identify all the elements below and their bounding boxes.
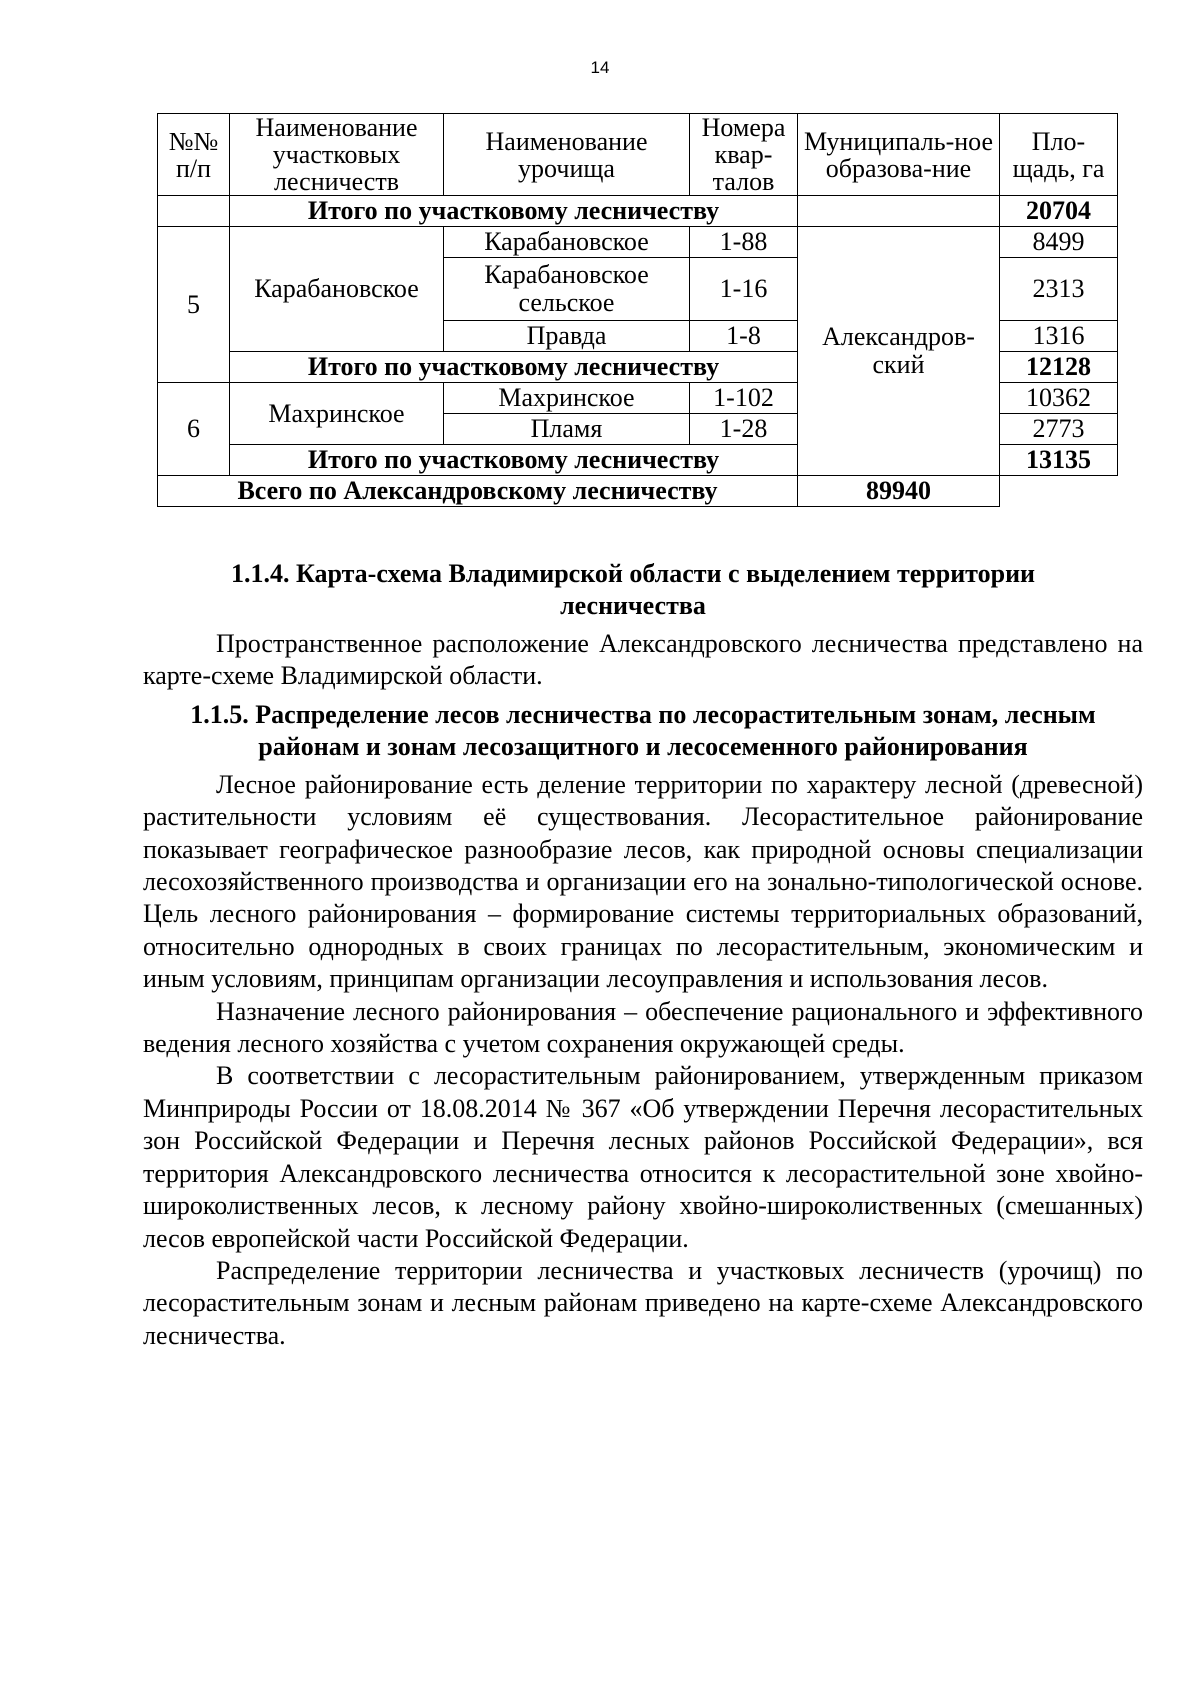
quarter-numbers: 1-16: [690, 258, 798, 321]
quarter-numbers: 1-28: [690, 414, 798, 445]
district-name: Махринское: [230, 383, 444, 445]
row-num: 6: [158, 383, 230, 476]
municipality-name: Александров-ский: [798, 227, 1000, 476]
total-area: 89940: [798, 476, 1000, 507]
row-num: 5: [158, 227, 230, 383]
area-value: 2773: [1000, 414, 1118, 445]
district-name: Карабановское: [230, 227, 444, 352]
header-tract: Наименование урочища: [444, 114, 690, 196]
area-value: 2313: [1000, 258, 1118, 321]
subtotal-area: 12128: [1000, 352, 1118, 383]
quarter-numbers: 1-8: [690, 321, 798, 352]
tract-name: Карабановское сельское: [444, 258, 690, 321]
quarter-numbers: 1-102: [690, 383, 798, 414]
quarter-numbers: 1-88: [690, 227, 798, 258]
area-value: 1316: [1000, 321, 1118, 352]
subtotal-area: 20704: [1000, 196, 1118, 227]
header-area: Пло-щадь, га: [1000, 114, 1118, 196]
subtotal-area: 13135: [1000, 445, 1118, 476]
document-body: [143, 558, 1143, 1352]
table-header-row: [158, 114, 1118, 196]
header-quarters: Номера квар-талов: [690, 114, 798, 196]
subtotal-label: Итого по участковому лесничеству: [230, 352, 798, 383]
paragraph: Назначение лесного районирования – обеспечение рационального и эффективного ведения лесного хозяйства с учетом сохранения окружающей среды.: [143, 996, 1143, 1059]
tract-name: Махринское: [444, 383, 690, 414]
section-115-title: 1.1.5. Распределение лесов лесничества по лесорастительным зонам, лесным районам и зонам лесозащитного и лесосеменного районирования: [190, 699, 1096, 761]
header-district: Наименование участковых лесничеств: [230, 114, 444, 196]
tract-name: Пламя: [444, 414, 690, 445]
header-municipality: Муниципаль-ное образова-ние: [798, 114, 1000, 196]
paragraph: В соответствии с лесорастительным районированием, утвержденным приказом Минприроды России от 18.08.2014 № 367 «Об утверждении Перечня лесорастительных зон Российской Федерации и Перечня лесных районов Российской Федерации», вся территория Александровского лесничества относится к лесорастительной зоне хвойно-широколиственных лесов, к лесному району хвойно-широколиственных (смешанных) лесов европейской части Российской Федерации.: [143, 1061, 1143, 1253]
header-num: №№ п/п: [158, 114, 230, 196]
section-114-title: 1.1.4. Карта-схема Владимирской области с выделением территории лесничества: [230, 559, 1036, 620]
forest-districts-table: [157, 113, 1118, 507]
table-row: [158, 227, 1118, 258]
page-number: 14: [590, 58, 610, 77]
paragraph: Распределение территории лесничества и участковых лесничеств (урочищ) по лесорастительным зонам и лесным районам приведено на карте-схеме Александровского лесничества.: [143, 1255, 1143, 1350]
table-total-row: [158, 476, 1118, 507]
subtotal-label: Итого по участковому лесничеству: [230, 196, 798, 227]
subtotal-label: Итого по участковому лесничеству: [230, 445, 798, 476]
tract-name: Карабановское: [444, 227, 690, 258]
table-row: [158, 196, 1118, 227]
tract-name: Правда: [444, 321, 690, 352]
section-114-paragraph: Пространственное расположение Александровского лесничества представлено на карте-схеме Владимирской области.: [143, 629, 1143, 691]
total-label: Всего по Александровскому лесничеству: [158, 476, 798, 507]
area-value: 8499: [1000, 227, 1118, 258]
paragraph: Лесное районирование есть деление территории по характеру лесной (древесной) растительности условиям её существования. Лесорастительное районирование показывает географическое разнообразие лесов, как природной основы специализации лесохозяйственного производства и организации его на зонально-типологической основе. Цель лесного районирования – формирование системы территориальных образований, относительно однородных в своих границах по лесорастительным, экономическим и иным условиям, принципам организации лесоуправления и использования лесов.: [143, 769, 1143, 994]
area-value: 10362: [1000, 383, 1118, 414]
